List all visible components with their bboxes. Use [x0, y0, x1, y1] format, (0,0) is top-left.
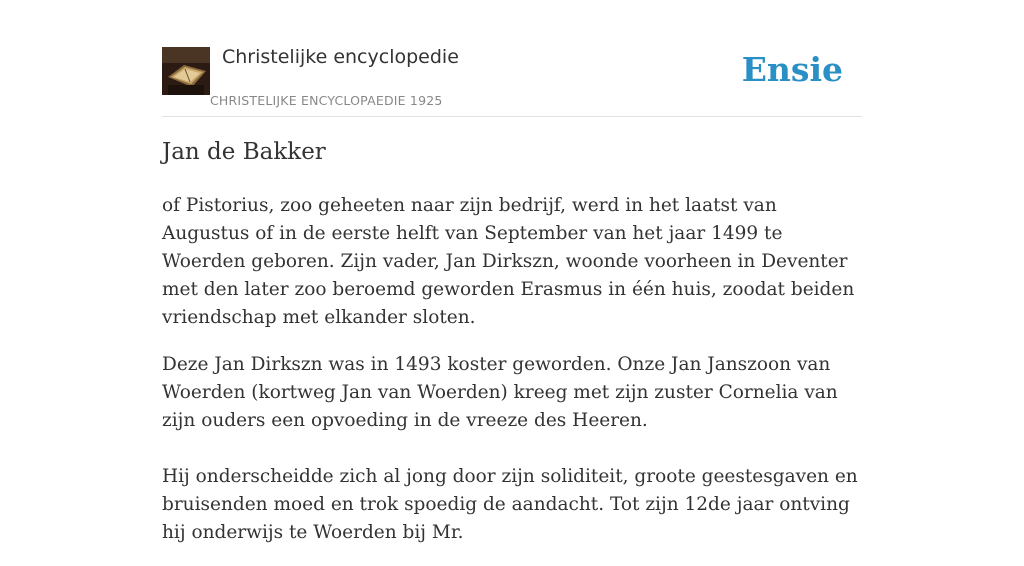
article-paragraph: Deze Jan Dirkszn was in 1493 koster geworden. Onze Jan Janszoon van Woerden (kortweg Jan van Woerden) kreeg met zijn zuster Cornelia van zijn ouders een opvoeding in de vreeze des Heeren. Hij onderscheidde zich al jong door zijn soliditeit, groote geestesgaven en bruisenden moed en trok spoedig de aandacht. Tot zijn 12de jaar ontving hij onderwijs te Woerden bij Mr.	[162, 354, 858, 543]
site-title[interactable]: Christelijke encyclopedie	[222, 46, 459, 68]
article-paragraph: of Pistorius, zoo geheeten naar zijn bedrijf, werd in het laatst van Augustus of in de eerste helft van September van het jaar 1499 te Woerden geboren. Zijn vader, Jan Dirkszn, woonde voorheen in Deventer met den later zoo beroemd geworden Erasmus in één huis, zoodat beiden vriendschap met elkander sloten.	[162, 195, 855, 328]
article-body	[162, 192, 862, 566]
site-header	[162, 46, 862, 117]
article-title: Jan de Bakker	[162, 139, 326, 165]
ensie-logo[interactable]: Ensie	[741, 50, 843, 89]
site-subtitle[interactable]: CHRISTELIJKE ENCYCLOPAEDIE 1925	[210, 93, 443, 108]
book-icon	[162, 47, 210, 95]
avatar[interactable]	[162, 47, 210, 95]
